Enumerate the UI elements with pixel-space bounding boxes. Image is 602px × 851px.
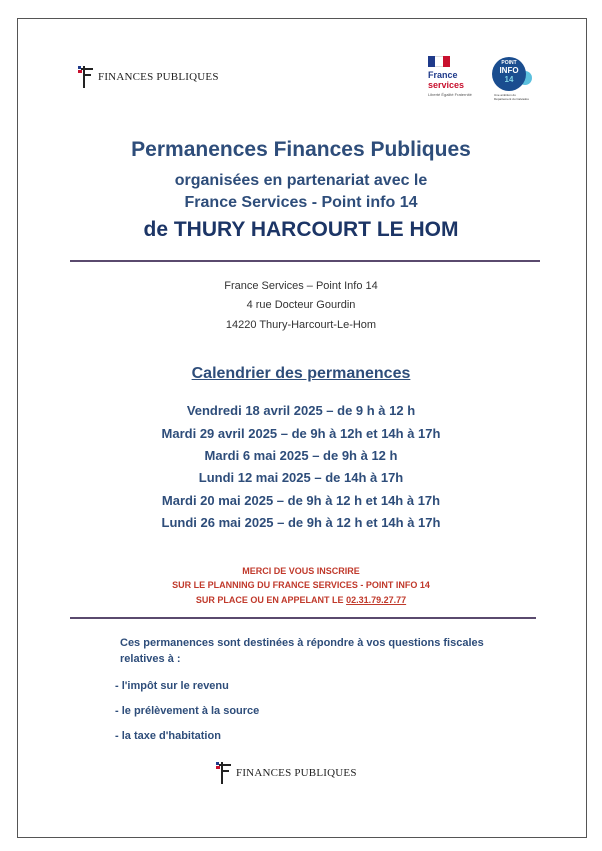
registration-line-2: SUR LE PLANNING DU FRANCE SERVICES - POINT INFO 14 [172, 580, 430, 590]
calendar-entry: Mardi 6 mai 2025 – de 9h à 12 h [204, 448, 398, 463]
description-line-2: relatives à : [120, 653, 181, 665]
list-item: - l'impôt sur le revenu [115, 680, 229, 692]
marianne-mark-icon [78, 66, 94, 88]
divider-bottom [70, 617, 536, 619]
marianne-mark-icon [216, 762, 232, 784]
registration-line-3: SUR PLACE OU EN APPELANT LE 02.31.79.27.77 [195, 595, 407, 605]
address-line-1: France Services – Point Info 14 [224, 280, 378, 292]
calendar-title: Calendrier des permanences [191, 365, 411, 382]
registration-line-1: MERCI DE VOUS INSCRIRE [242, 566, 360, 576]
footer-finances-publiques-logo [216, 762, 357, 784]
calendar-entry: Vendredi 18 avril 2025 – de 9 h à 12 h [186, 403, 416, 418]
calendar-entry: Mardi 29 avril 2025 – de 9h à 12h et 14h à 17h [161, 426, 441, 441]
france-services-logo: France services Liberté Égalité Fraternité [428, 56, 476, 97]
finances-publiques-logo [78, 66, 219, 88]
location-title: de THURY HARCOURT LE HOM [143, 218, 459, 241]
page-title: Permanences Finances Publiques [131, 138, 471, 161]
address-line-3: 14220 Thury-Harcourt-Le-Hom [225, 319, 377, 331]
address-line-2: 4 rue Docteur Gourdin [246, 299, 356, 311]
subtitle-line-3: France Services - Point info 14 [184, 194, 418, 211]
list-item: - la taxe d'habitation [115, 730, 221, 742]
logo-text: FINANCES PUBLIQUES [98, 71, 219, 83]
point-info-14-logo: POINT INFO 14 Une ambition du Département du Calvados [492, 57, 530, 99]
calendar-entry: Lundi 12 mai 2025 – de 14h à 17h [198, 470, 404, 485]
footer-logo-text: FINANCES PUBLIQUES [236, 767, 357, 779]
list-item: - le prélèvement à la source [115, 705, 260, 717]
calendar-entry: Mardi 20 mai 2025 – de 9h à 12 h et 14h à 17h [161, 493, 441, 508]
french-flag-icon [428, 56, 450, 67]
description-line-1: Ces permanences sont destinées à répondre à vos questions fiscales [120, 637, 484, 649]
calendar-entry: Lundi 26 mai 2025 – de 9h à 12 h et 14h à 17h [161, 515, 441, 530]
phone-number: 02.31.79.27.77 [346, 595, 407, 605]
divider-top [70, 260, 540, 262]
subtitle-line-2: organisées en partenariat avec le [174, 172, 428, 189]
